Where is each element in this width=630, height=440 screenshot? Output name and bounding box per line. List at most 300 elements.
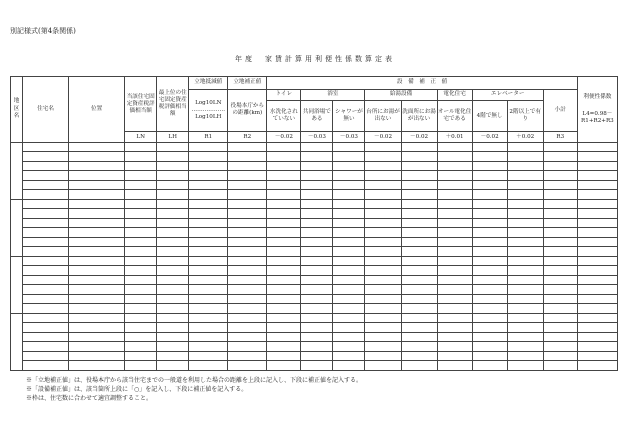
table-cell[interactable] [401,266,437,276]
table-cell[interactable] [472,180,507,190]
table-cell[interactable] [23,361,69,371]
table-cell[interactable] [228,304,267,314]
table-cell[interactable] [507,304,543,314]
table-cell[interactable] [365,342,401,352]
table-cell[interactable] [125,285,157,295]
table-cell[interactable] [577,218,617,228]
table-cell[interactable] [543,161,577,171]
table-cell[interactable] [69,304,125,314]
table-cell[interactable] [543,190,577,200]
table-cell[interactable] [577,361,617,371]
table-cell[interactable] [401,304,437,314]
table-cell[interactable] [472,275,507,285]
table-cell[interactable] [437,351,472,361]
table-cell[interactable] [577,313,617,323]
table-cell[interactable] [472,171,507,181]
table-cell[interactable] [365,332,401,342]
table-cell[interactable] [365,256,401,266]
table-cell[interactable] [69,294,125,304]
table-cell[interactable] [23,351,69,361]
table-cell[interactable] [228,237,267,247]
table-cell[interactable] [267,152,301,162]
table-cell[interactable] [267,304,301,314]
table-cell[interactable] [189,342,228,352]
table-cell[interactable] [507,361,543,371]
table-cell[interactable] [125,190,157,200]
table-cell[interactable] [333,294,365,304]
table-cell[interactable] [437,228,472,238]
table-cell[interactable] [507,209,543,219]
table-cell[interactable] [189,171,228,181]
table-cell[interactable] [189,161,228,171]
table-cell[interactable] [157,285,189,295]
table-cell[interactable] [333,161,365,171]
table-cell[interactable] [507,142,543,152]
table-cell[interactable] [189,142,228,152]
table-cell[interactable] [157,256,189,266]
table-cell[interactable] [507,332,543,342]
table-cell[interactable] [507,247,543,257]
table-cell[interactable] [507,266,543,276]
table-cell[interactable] [157,342,189,352]
table-cell[interactable] [472,247,507,257]
table-cell[interactable] [401,180,437,190]
table-cell[interactable] [301,152,333,162]
table-cell[interactable] [333,171,365,181]
table-cell[interactable] [577,285,617,295]
table-cell[interactable] [365,351,401,361]
table-cell[interactable] [401,209,437,219]
table-cell[interactable] [267,332,301,342]
table-cell[interactable] [437,342,472,352]
table-cell[interactable] [472,199,507,209]
table-cell[interactable] [577,237,617,247]
table-cell[interactable] [228,256,267,266]
table-cell[interactable] [507,285,543,295]
table-cell[interactable] [301,190,333,200]
table-cell[interactable] [577,190,617,200]
table-cell[interactable] [472,285,507,295]
table-cell[interactable] [401,285,437,295]
table-cell[interactable] [189,304,228,314]
table-cell[interactable] [472,152,507,162]
table-cell[interactable] [23,190,69,200]
table-cell[interactable] [228,218,267,228]
table-cell[interactable] [69,351,125,361]
table-cell[interactable] [437,294,472,304]
table-cell[interactable] [333,209,365,219]
table-cell[interactable] [23,209,69,219]
table-cell[interactable] [437,152,472,162]
table-cell[interactable] [125,361,157,371]
table-cell[interactable] [125,199,157,209]
table-cell[interactable] [23,275,69,285]
table-cell[interactable] [437,266,472,276]
table-cell[interactable] [507,190,543,200]
table-cell[interactable] [23,256,69,266]
table-cell[interactable] [228,313,267,323]
table-cell[interactable] [189,323,228,333]
table-cell[interactable] [23,247,69,257]
table-cell[interactable] [23,323,69,333]
table-cell[interactable] [23,152,69,162]
table-cell[interactable] [228,332,267,342]
table-cell[interactable] [543,285,577,295]
table-cell[interactable] [267,237,301,247]
table-cell[interactable] [267,256,301,266]
table-cell[interactable] [333,199,365,209]
table-cell[interactable] [23,332,69,342]
table-cell[interactable] [333,247,365,257]
table-cell[interactable] [401,171,437,181]
table-cell[interactable] [437,313,472,323]
table-cell[interactable] [401,218,437,228]
table-cell[interactable] [365,294,401,304]
table-cell[interactable] [543,323,577,333]
table-cell[interactable] [437,275,472,285]
table-cell[interactable] [333,228,365,238]
table-cell[interactable] [189,256,228,266]
table-cell[interactable] [125,171,157,181]
table-cell[interactable] [301,199,333,209]
table-cell[interactable] [543,342,577,352]
table-cell[interactable] [437,256,472,266]
table-cell[interactable] [23,285,69,295]
table-cell[interactable] [365,209,401,219]
table-cell[interactable] [189,228,228,238]
table-cell[interactable] [577,247,617,257]
table-cell[interactable] [267,313,301,323]
table-cell[interactable] [472,342,507,352]
table-cell[interactable] [125,323,157,333]
table-cell[interactable] [301,304,333,314]
table-cell[interactable] [125,256,157,266]
table-cell[interactable] [472,361,507,371]
table-cell[interactable] [157,313,189,323]
table-cell[interactable] [228,247,267,257]
table-cell[interactable] [69,171,125,181]
table-cell[interactable] [507,180,543,190]
table-cell[interactable] [157,361,189,371]
table-cell[interactable] [267,285,301,295]
table-cell[interactable] [301,294,333,304]
table-cell[interactable] [157,171,189,181]
table-cell[interactable] [472,190,507,200]
table-cell[interactable] [577,332,617,342]
table-cell[interactable] [69,342,125,352]
table-cell[interactable] [365,361,401,371]
table-cell[interactable] [69,285,125,295]
table-cell[interactable] [507,342,543,352]
table-cell[interactable] [401,152,437,162]
table-cell[interactable] [333,218,365,228]
table-cell[interactable] [69,237,125,247]
table-cell[interactable] [301,209,333,219]
table-cell[interactable] [437,332,472,342]
table-cell[interactable] [228,190,267,200]
table-cell[interactable] [577,342,617,352]
table-cell[interactable] [267,275,301,285]
table-cell[interactable] [543,237,577,247]
table-cell[interactable] [267,209,301,219]
table-cell[interactable] [365,180,401,190]
table-cell[interactable] [437,199,472,209]
district-cell[interactable] [11,313,23,370]
table-cell[interactable] [157,152,189,162]
table-cell[interactable] [577,171,617,181]
table-cell[interactable] [507,275,543,285]
table-cell[interactable] [228,351,267,361]
table-cell[interactable] [401,275,437,285]
table-cell[interactable] [125,342,157,352]
table-cell[interactable] [472,209,507,219]
table-cell[interactable] [401,142,437,152]
table-cell[interactable] [577,152,617,162]
table-cell[interactable] [543,313,577,323]
table-cell[interactable] [577,199,617,209]
table-cell[interactable] [23,237,69,247]
table-cell[interactable] [125,351,157,361]
table-cell[interactable] [23,218,69,228]
table-cell[interactable] [157,142,189,152]
table-cell[interactable] [125,294,157,304]
table-cell[interactable] [125,152,157,162]
table-cell[interactable] [301,161,333,171]
table-cell[interactable] [189,237,228,247]
table-cell[interactable] [543,266,577,276]
table-cell[interactable] [472,313,507,323]
table-cell[interactable] [507,237,543,247]
table-cell[interactable] [69,275,125,285]
table-cell[interactable] [189,275,228,285]
table-cell[interactable] [472,304,507,314]
table-cell[interactable] [189,294,228,304]
district-cell[interactable] [11,256,23,313]
table-cell[interactable] [472,351,507,361]
table-cell[interactable] [472,218,507,228]
table-cell[interactable] [301,247,333,257]
table-cell[interactable] [365,323,401,333]
table-cell[interactable] [125,275,157,285]
table-cell[interactable] [125,313,157,323]
table-cell[interactable] [125,237,157,247]
table-cell[interactable] [507,228,543,238]
table-cell[interactable] [365,152,401,162]
table-cell[interactable] [365,228,401,238]
table-cell[interactable] [23,266,69,276]
table-cell[interactable] [333,266,365,276]
table-cell[interactable] [267,190,301,200]
table-cell[interactable] [401,199,437,209]
table-cell[interactable] [543,275,577,285]
table-cell[interactable] [577,209,617,219]
table-cell[interactable] [437,161,472,171]
table-cell[interactable] [472,332,507,342]
table-cell[interactable] [437,323,472,333]
table-cell[interactable] [577,228,617,238]
table-cell[interactable] [543,180,577,190]
table-cell[interactable] [157,266,189,276]
table-cell[interactable] [157,247,189,257]
table-cell[interactable] [267,294,301,304]
table-cell[interactable] [507,313,543,323]
table-cell[interactable] [301,171,333,181]
table-cell[interactable] [437,171,472,181]
table-cell[interactable] [301,237,333,247]
table-cell[interactable] [472,228,507,238]
table-cell[interactable] [365,171,401,181]
table-cell[interactable] [301,332,333,342]
table-cell[interactable] [472,323,507,333]
table-cell[interactable] [125,228,157,238]
table-cell[interactable] [472,142,507,152]
table-cell[interactable] [472,256,507,266]
table-cell[interactable] [543,256,577,266]
table-cell[interactable] [157,199,189,209]
district-cell[interactable] [11,199,23,256]
table-cell[interactable] [23,304,69,314]
table-cell[interactable] [472,237,507,247]
table-cell[interactable] [543,218,577,228]
table-cell[interactable] [365,266,401,276]
table-cell[interactable] [267,228,301,238]
table-cell[interactable] [23,313,69,323]
table-cell[interactable] [69,323,125,333]
table-cell[interactable] [69,228,125,238]
table-cell[interactable] [69,247,125,257]
table-cell[interactable] [577,161,617,171]
table-cell[interactable] [69,161,125,171]
table-cell[interactable] [189,266,228,276]
table-cell[interactable] [437,218,472,228]
table-cell[interactable] [365,218,401,228]
table-cell[interactable] [543,228,577,238]
table-cell[interactable] [157,294,189,304]
table-cell[interactable] [189,190,228,200]
table-cell[interactable] [301,351,333,361]
table-cell[interactable] [507,323,543,333]
table-cell[interactable] [189,247,228,257]
table-cell[interactable] [301,218,333,228]
table-cell[interactable] [228,323,267,333]
table-cell[interactable] [69,361,125,371]
table-cell[interactable] [189,361,228,371]
table-cell[interactable] [23,161,69,171]
table-cell[interactable] [437,247,472,257]
table-cell[interactable] [437,142,472,152]
table-cell[interactable] [301,323,333,333]
table-cell[interactable] [437,237,472,247]
table-cell[interactable] [228,161,267,171]
table-cell[interactable] [507,152,543,162]
table-cell[interactable] [301,285,333,295]
table-cell[interactable] [157,218,189,228]
table-cell[interactable] [125,304,157,314]
table-cell[interactable] [401,332,437,342]
table-cell[interactable] [437,180,472,190]
table-cell[interactable] [507,199,543,209]
table-cell[interactable] [301,275,333,285]
table-cell[interactable] [365,237,401,247]
table-cell[interactable] [543,304,577,314]
table-cell[interactable] [333,142,365,152]
table-cell[interactable] [189,199,228,209]
table-cell[interactable] [437,361,472,371]
table-cell[interactable] [333,332,365,342]
table-cell[interactable] [401,342,437,352]
table-cell[interactable] [267,142,301,152]
table-cell[interactable] [228,209,267,219]
table-cell[interactable] [333,351,365,361]
table-cell[interactable] [125,266,157,276]
table-cell[interactable] [401,237,437,247]
table-cell[interactable] [23,171,69,181]
table-cell[interactable] [23,142,69,152]
table-cell[interactable] [228,152,267,162]
table-cell[interactable] [543,332,577,342]
table-cell[interactable] [543,171,577,181]
table-cell[interactable] [333,285,365,295]
table-cell[interactable] [333,304,365,314]
table-cell[interactable] [577,351,617,361]
table-cell[interactable] [228,199,267,209]
table-cell[interactable] [125,142,157,152]
table-cell[interactable] [267,351,301,361]
table-cell[interactable] [157,180,189,190]
table-cell[interactable] [543,152,577,162]
table-cell[interactable] [189,218,228,228]
table-cell[interactable] [301,256,333,266]
table-cell[interactable] [228,142,267,152]
table-cell[interactable] [543,247,577,257]
table-cell[interactable] [543,142,577,152]
table-cell[interactable] [577,294,617,304]
table-cell[interactable] [333,275,365,285]
table-cell[interactable] [69,142,125,152]
table-cell[interactable] [543,199,577,209]
table-cell[interactable] [365,161,401,171]
table-cell[interactable] [228,275,267,285]
table-cell[interactable] [69,266,125,276]
table-cell[interactable] [401,351,437,361]
table-cell[interactable] [228,342,267,352]
table-cell[interactable] [157,190,189,200]
table-cell[interactable] [333,361,365,371]
table-cell[interactable] [333,323,365,333]
table-cell[interactable] [267,161,301,171]
table-cell[interactable] [365,247,401,257]
table-cell[interactable] [577,142,617,152]
table-cell[interactable] [69,332,125,342]
table-cell[interactable] [543,361,577,371]
table-cell[interactable] [23,228,69,238]
table-cell[interactable] [577,180,617,190]
table-cell[interactable] [301,361,333,371]
table-cell[interactable] [228,180,267,190]
table-cell[interactable] [157,304,189,314]
table-cell[interactable] [69,199,125,209]
table-cell[interactable] [267,218,301,228]
table-cell[interactable] [437,304,472,314]
table-cell[interactable] [189,313,228,323]
table-cell[interactable] [189,332,228,342]
table-cell[interactable] [301,228,333,238]
table-cell[interactable] [301,142,333,152]
table-cell[interactable] [157,332,189,342]
table-cell[interactable] [267,361,301,371]
table-cell[interactable] [228,361,267,371]
table-cell[interactable] [401,161,437,171]
